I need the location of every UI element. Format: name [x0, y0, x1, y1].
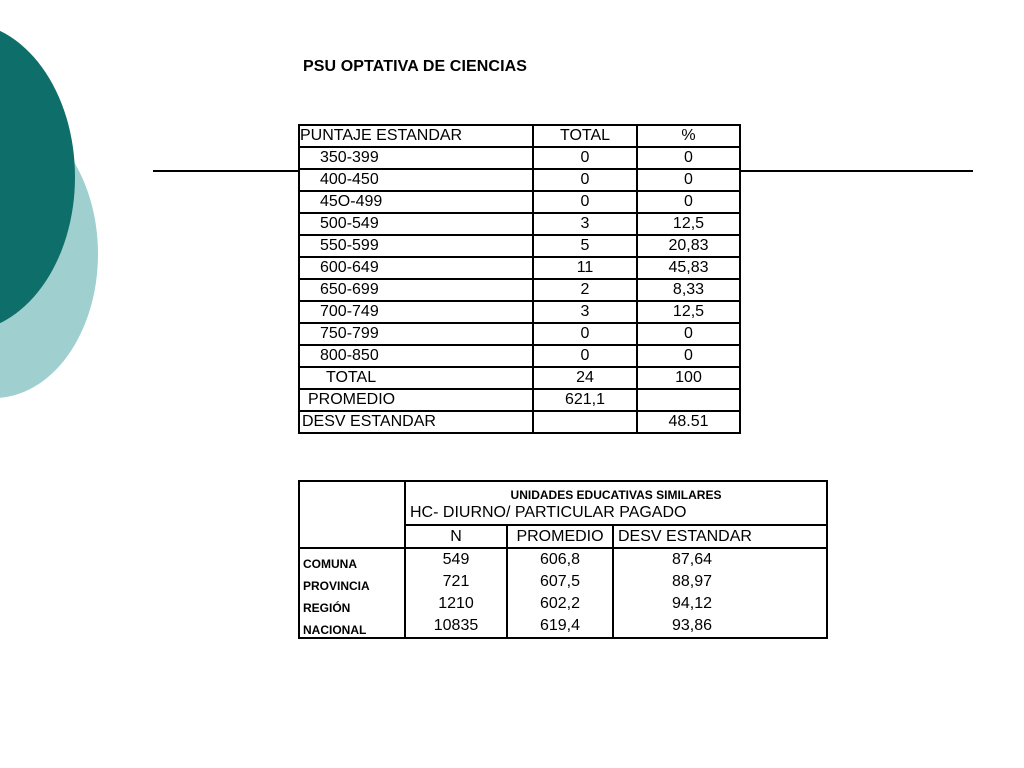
- table-header-row: [299, 125, 740, 147]
- total-count: 24: [533, 367, 637, 389]
- range-cell: 700-749: [299, 301, 533, 323]
- table-row: [299, 571, 827, 593]
- table-row: [299, 147, 740, 169]
- similar-units-table: [298, 480, 828, 639]
- range-cell: 600-649: [299, 257, 533, 279]
- total-cell: 0: [533, 345, 637, 367]
- promedio-cell: 602,2: [507, 593, 613, 615]
- header-cell: PUNTAJE ESTANDAR: [299, 125, 533, 147]
- total-cell: 0: [533, 323, 637, 345]
- range-cell: 500-549: [299, 213, 533, 235]
- table-row: [299, 593, 827, 615]
- row-label: COMUNA: [299, 548, 405, 571]
- desv-cell: 88,97: [613, 571, 827, 593]
- pct-cell: 0: [637, 323, 740, 345]
- table-row: [299, 257, 740, 279]
- pct-cell: 45,83: [637, 257, 740, 279]
- table-row: [299, 191, 740, 213]
- promedio-label: PROMEDIO: [299, 389, 533, 411]
- score-distribution-table: [298, 124, 741, 434]
- promedio-cell: 606,8: [507, 548, 613, 571]
- range-cell: 45O-499: [299, 191, 533, 213]
- n-cell: 549: [405, 548, 507, 571]
- range-cell: 650-699: [299, 279, 533, 301]
- table-row: [299, 169, 740, 191]
- table-row: [299, 615, 827, 638]
- pct-cell: 0: [637, 191, 740, 213]
- desv-label: DESV ESTANDAR: [299, 411, 533, 433]
- row-label: REGIÓN: [299, 593, 405, 615]
- table-row: [299, 345, 740, 367]
- column-header-n: N: [405, 525, 507, 548]
- pct-cell: 0: [637, 147, 740, 169]
- desv-cell: 93,86: [613, 615, 827, 638]
- range-cell: 350-399: [299, 147, 533, 169]
- promedio-pct: [637, 389, 740, 411]
- pct-cell: 12,5: [637, 301, 740, 323]
- pct-cell: 20,83: [637, 235, 740, 257]
- column-header-promedio: PROMEDIO: [507, 525, 613, 548]
- table-row: [299, 548, 827, 571]
- total-pct: 100: [637, 367, 740, 389]
- page-title: PSU OPTATIVA DE CIENCIAS: [303, 58, 528, 75]
- promedio-row: [299, 389, 740, 411]
- group-header: HC- DIURNO/ PARTICULAR PAGADO: [405, 502, 827, 525]
- pct-cell: 12,5: [637, 213, 740, 235]
- desv-cell: 94,12: [613, 593, 827, 615]
- subheader: UNIDADES EDUCATIVAS SIMILARES: [405, 481, 827, 502]
- total-label: TOTAL: [299, 367, 533, 389]
- desv-row: [299, 411, 740, 433]
- table-row: [299, 235, 740, 257]
- total-cell: 0: [533, 147, 637, 169]
- promedio-value: 621,1: [533, 389, 637, 411]
- n-cell: 721: [405, 571, 507, 593]
- promedio-cell: 607,5: [507, 571, 613, 593]
- n-cell: 10835: [405, 615, 507, 638]
- row-label-header: [299, 481, 405, 548]
- total-cell: 3: [533, 301, 637, 323]
- row-label: PROVINCIA: [299, 571, 405, 593]
- table-row: [299, 213, 740, 235]
- desv-total: [533, 411, 637, 433]
- header-cell: %: [637, 125, 740, 147]
- range-cell: 800-850: [299, 345, 533, 367]
- table-row: [299, 279, 740, 301]
- range-cell: 750-799: [299, 323, 533, 345]
- table-subheader-row: [299, 481, 827, 502]
- range-cell: 550-599: [299, 235, 533, 257]
- pct-cell: 0: [637, 169, 740, 191]
- table-row: [299, 323, 740, 345]
- total-cell: 0: [533, 169, 637, 191]
- column-header-desv: DESV ESTANDAR: [613, 525, 827, 548]
- desv-value: 48.51: [637, 411, 740, 433]
- range-cell: 400-450: [299, 169, 533, 191]
- promedio-cell: 619,4: [507, 615, 613, 638]
- total-cell: 3: [533, 213, 637, 235]
- pct-cell: 8,33: [637, 279, 740, 301]
- total-cell: 2: [533, 279, 637, 301]
- total-cell: 5: [533, 235, 637, 257]
- row-label: NACIONAL: [299, 615, 405, 638]
- desv-cell: 87,64: [613, 548, 827, 571]
- total-cell: 0: [533, 191, 637, 213]
- total-row: [299, 367, 740, 389]
- total-cell: 11: [533, 257, 637, 279]
- table-row: [299, 301, 740, 323]
- n-cell: 1210: [405, 593, 507, 615]
- pct-cell: 0: [637, 345, 740, 367]
- header-cell: TOTAL: [533, 125, 637, 147]
